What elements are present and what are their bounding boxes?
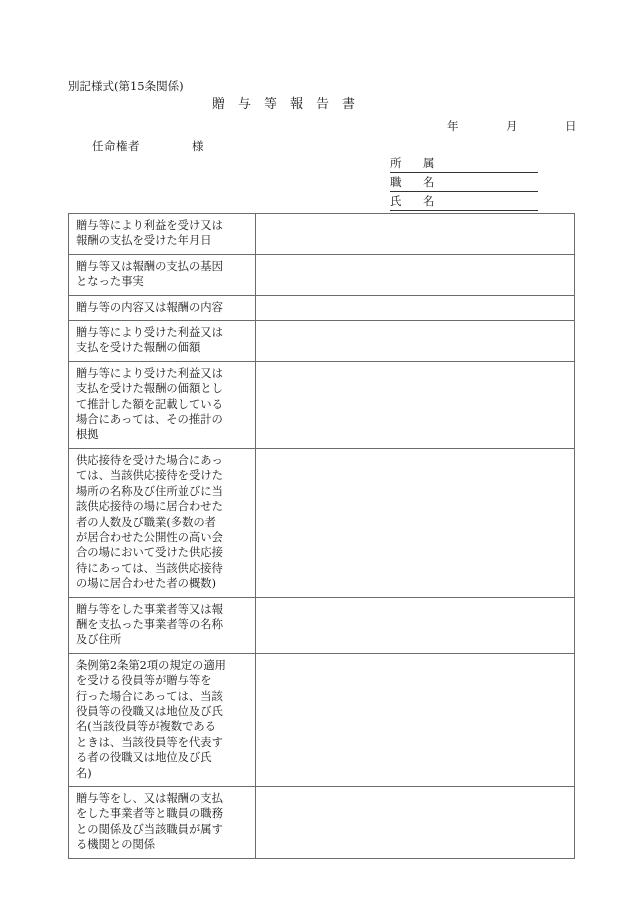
row-label-line: となった事実 xyxy=(76,275,144,289)
row-label-line: 酬を支払った事業者等の名称 xyxy=(76,617,223,631)
table-row xyxy=(69,787,575,859)
row-label-line: る機関との関係 xyxy=(76,838,156,852)
row-label-line: 合の場において受けた供応接 xyxy=(76,546,223,560)
row-label-line: 贈与等又は報酬の支払の基因 xyxy=(76,259,223,273)
row-label-cell xyxy=(69,321,256,362)
row-label-cell xyxy=(69,787,256,859)
identity-field-input-full-name[interactable] xyxy=(440,194,539,210)
row-label-line: て推計した額を記載している xyxy=(76,397,223,411)
row-label-line: 名) xyxy=(76,766,92,780)
row-value-cell[interactable] xyxy=(256,597,575,653)
date-line: 年 月 日 xyxy=(447,119,595,133)
row-value-cell[interactable] xyxy=(256,254,575,295)
row-value-cell[interactable] xyxy=(256,653,575,786)
row-value-input[interactable] xyxy=(262,453,568,454)
row-value-input[interactable] xyxy=(262,218,568,219)
row-label-cell xyxy=(69,653,256,786)
addressee-honorific: 様 xyxy=(192,139,204,153)
row-label-line: の場に居合わせた者の概数) xyxy=(76,577,216,591)
row-label-cell xyxy=(69,295,256,320)
row-label-line: 贈与等をし、又は報酬の支払 xyxy=(76,792,223,805)
row-label-line: 贈与等により受けた利益又は xyxy=(76,326,223,340)
row-label-line: 行った場合にあっては、当該 xyxy=(76,689,223,703)
identity-field-label-job-title: 職 名 xyxy=(390,175,440,189)
row-label-cell xyxy=(69,361,256,448)
row-value-input[interactable] xyxy=(262,300,568,301)
row-value-input[interactable] xyxy=(262,602,568,603)
table-row xyxy=(69,361,575,448)
row-value-input[interactable] xyxy=(262,259,568,260)
row-value-cell[interactable] xyxy=(256,448,575,597)
identity-field-label-affiliation: 所 属 xyxy=(390,156,440,170)
row-label-line: が居合わせた公開性の高い会 xyxy=(76,530,223,544)
row-label-line: 及び住所 xyxy=(76,633,122,647)
filer-identity-fields xyxy=(390,154,538,211)
table-row xyxy=(69,254,575,295)
row-label-cell xyxy=(69,254,256,295)
row-label-line: 贈与等をした事業者等又は報 xyxy=(76,602,223,616)
table-row xyxy=(69,653,575,786)
row-label-line: との関係及び当該職員が属す xyxy=(76,822,223,836)
row-label-line: ときは、当該役員等を代表す xyxy=(76,735,223,749)
form-code: 別記様式(第15条関係) xyxy=(68,79,184,93)
row-value-input[interactable] xyxy=(262,366,568,367)
addressee xyxy=(92,139,204,154)
table-row xyxy=(69,321,575,362)
row-label-line: 贈与等の内容又は報酬の内容 xyxy=(76,300,223,314)
identity-field-input-affiliation[interactable] xyxy=(440,156,539,172)
table-row xyxy=(69,214,575,255)
row-label-line: 条例第2条第2項の規定の適用 xyxy=(76,658,226,672)
row-label-line: 待にあっては、当該供応接待 xyxy=(76,561,223,575)
row-label-line: 贈与等により受けた利益又は xyxy=(76,366,223,380)
table-row xyxy=(69,448,575,597)
report-table-body xyxy=(69,214,575,859)
identity-field-job-title[interactable] xyxy=(390,173,538,192)
row-value-cell[interactable] xyxy=(256,361,575,448)
table-row xyxy=(69,597,575,653)
row-label-cell xyxy=(69,214,256,255)
row-label-line: 根拠 xyxy=(76,428,99,442)
row-label-line: 場所の名称及び住所並びに当 xyxy=(76,484,223,498)
row-label-line: 役員等の役職又は地位及び氏 xyxy=(76,704,223,718)
row-label-line: 該供応接待の場に居合わせた xyxy=(76,500,223,514)
identity-field-label-full-name: 氏 名 xyxy=(390,194,440,208)
row-value-cell[interactable] xyxy=(256,295,575,320)
row-label-cell xyxy=(69,597,256,653)
row-label-line: 者の人数及び職業(多数の者 xyxy=(76,515,216,529)
identity-field-affiliation[interactable] xyxy=(390,154,538,173)
row-label-line: 贈与等により利益を受け又は xyxy=(76,219,223,232)
row-value-input[interactable] xyxy=(262,658,568,659)
row-label-line: を受ける役員等が贈与等を xyxy=(76,674,212,688)
row-value-input[interactable] xyxy=(262,325,568,326)
row-label-line: 場合にあっては、その推計の xyxy=(76,413,223,427)
row-label-line: 名(当該役員等が複数である xyxy=(76,720,216,734)
row-label-line: 支払を受けた報酬の価額 xyxy=(76,341,201,355)
row-label-line: 支払を受けた報酬の価額とし xyxy=(76,382,223,396)
row-label-line: 報酬の支払を受けた年月日 xyxy=(76,234,212,248)
table-row xyxy=(69,295,575,320)
row-label-cell xyxy=(69,448,256,597)
addressee-name: 任命権者 xyxy=(92,139,140,153)
row-value-cell[interactable] xyxy=(256,214,575,255)
identity-field-full-name[interactable] xyxy=(390,192,538,211)
row-value-cell[interactable] xyxy=(256,787,575,859)
row-label-line: ては、当該供応接待を受けた xyxy=(76,469,223,483)
row-label-line: 供応接待を受けた場合にあっ xyxy=(76,453,223,467)
row-label-line: をした事業者等と職員の職務 xyxy=(76,807,223,821)
report-table xyxy=(68,213,575,859)
identity-field-input-job-title[interactable] xyxy=(440,175,539,191)
row-value-cell[interactable] xyxy=(256,321,575,362)
page-title: 贈与等報告書 xyxy=(212,97,369,112)
row-value-input[interactable] xyxy=(262,791,568,792)
row-label-line: る者の役職又は地位及び氏 xyxy=(76,751,212,765)
